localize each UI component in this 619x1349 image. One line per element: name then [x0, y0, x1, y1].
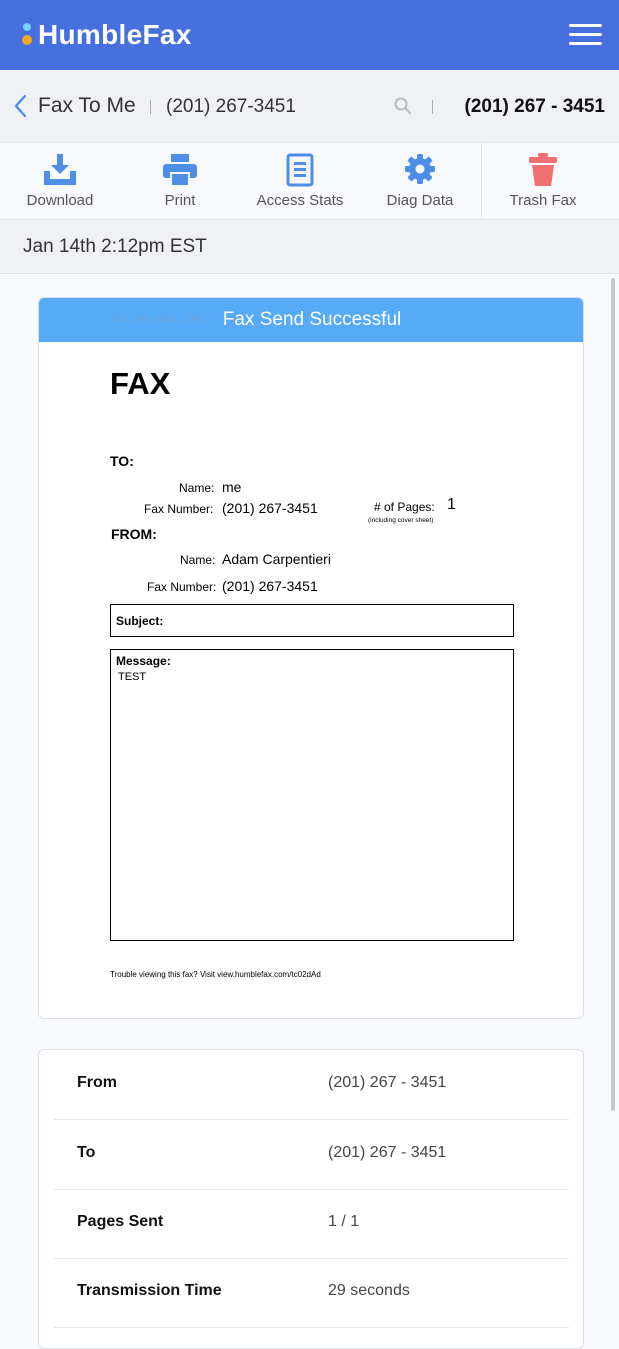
trash-icon	[528, 153, 558, 187]
fax-date-row	[0, 220, 619, 274]
message-text: TEST	[118, 671, 147, 683]
download-label: Download	[26, 192, 94, 209]
back-chevron-icon[interactable]	[12, 94, 30, 118]
to-name: me	[222, 479, 242, 495]
detail-value: 29 seconds	[328, 1282, 410, 1299]
menu-icon[interactable]	[569, 24, 602, 46]
gear-icon	[404, 153, 436, 185]
print-label: Print	[164, 192, 196, 209]
top-bar	[0, 0, 619, 70]
from-heading: FROM:	[111, 526, 157, 542]
trash-fax-button[interactable]	[483, 143, 603, 220]
logo[interactable]	[22, 18, 192, 52]
message-label: Message:	[116, 654, 171, 668]
back-link[interactable]: Fax To Me	[38, 94, 136, 117]
from-fax-number: (201) 267-3451	[222, 578, 318, 594]
message-box	[110, 649, 514, 941]
detail-value: (201) 267 - 3451	[328, 1074, 447, 1091]
access-stats-label: Access Stats	[256, 192, 344, 209]
from-name: Adam Carpentieri	[222, 551, 331, 567]
fax-preview-card	[38, 297, 584, 1019]
diag-data-label: Diag Data	[386, 192, 454, 209]
diag-data-button[interactable]	[360, 143, 480, 220]
detail-label: Transmission Time	[77, 1282, 222, 1299]
detail-label: From	[77, 1074, 117, 1091]
detail-row-pages-sent	[54, 1189, 569, 1259]
divider	[150, 100, 151, 114]
fax-number: (201) 267-3451	[166, 96, 296, 117]
from-name-label: Name:	[180, 553, 216, 567]
detail-row-transmission-time	[54, 1258, 569, 1328]
status-text: Fax Send Successful	[222, 309, 402, 330]
banner-watermark: Sat Jan 14th, 202	[111, 315, 204, 325]
to-fax-label: Fax Number:	[144, 502, 214, 516]
download-button[interactable]	[0, 143, 120, 220]
status-banner	[39, 298, 584, 342]
divider	[432, 100, 433, 114]
fax-date: Jan 14th 2:12pm EST	[23, 236, 207, 257]
scrollbar[interactable]	[611, 278, 615, 1111]
print-button[interactable]	[120, 143, 240, 220]
printer-icon	[162, 153, 198, 187]
detail-value: (201) 267 - 3451	[328, 1144, 447, 1161]
detail-row-from	[54, 1050, 569, 1120]
detail-row-to	[54, 1120, 569, 1190]
to-fax-number: (201) 267-3451	[222, 500, 318, 516]
to-heading: TO:	[110, 453, 134, 469]
access-stats-button[interactable]	[240, 143, 360, 220]
action-toolbar	[0, 143, 619, 220]
pages-value: 1	[447, 496, 456, 513]
from-fax-label: Fax Number:	[147, 580, 217, 594]
toolbar-divider	[481, 143, 482, 220]
search-icon[interactable]	[394, 97, 412, 115]
fax-details-card	[38, 1049, 584, 1349]
fax-page-image[interactable]	[39, 342, 584, 1019]
fax-title: FAX	[110, 366, 171, 401]
fax-number-bold: (201) 267 - 3451	[464, 96, 605, 117]
subject-label: Subject:	[116, 614, 164, 628]
pages-label: # of Pages:	[374, 500, 435, 514]
subject-box	[110, 604, 514, 637]
fax-header	[0, 70, 619, 143]
detail-label: To	[77, 1144, 96, 1161]
logo-mark	[22, 23, 32, 47]
document-icon	[286, 153, 314, 187]
fax-footer-note: Trouble viewing this fax? Visit view.humblefax.com/tc02dAd	[110, 970, 321, 979]
logo-text: HumbleFax	[38, 19, 192, 50]
pages-note: (including cover sheet)	[368, 517, 434, 524]
detail-label: Pages Sent	[77, 1213, 164, 1230]
to-name-label: Name:	[179, 481, 215, 495]
detail-value: 1 / 1	[328, 1213, 360, 1230]
trash-fax-label: Trash Fax	[509, 192, 577, 209]
download-icon	[42, 153, 78, 187]
